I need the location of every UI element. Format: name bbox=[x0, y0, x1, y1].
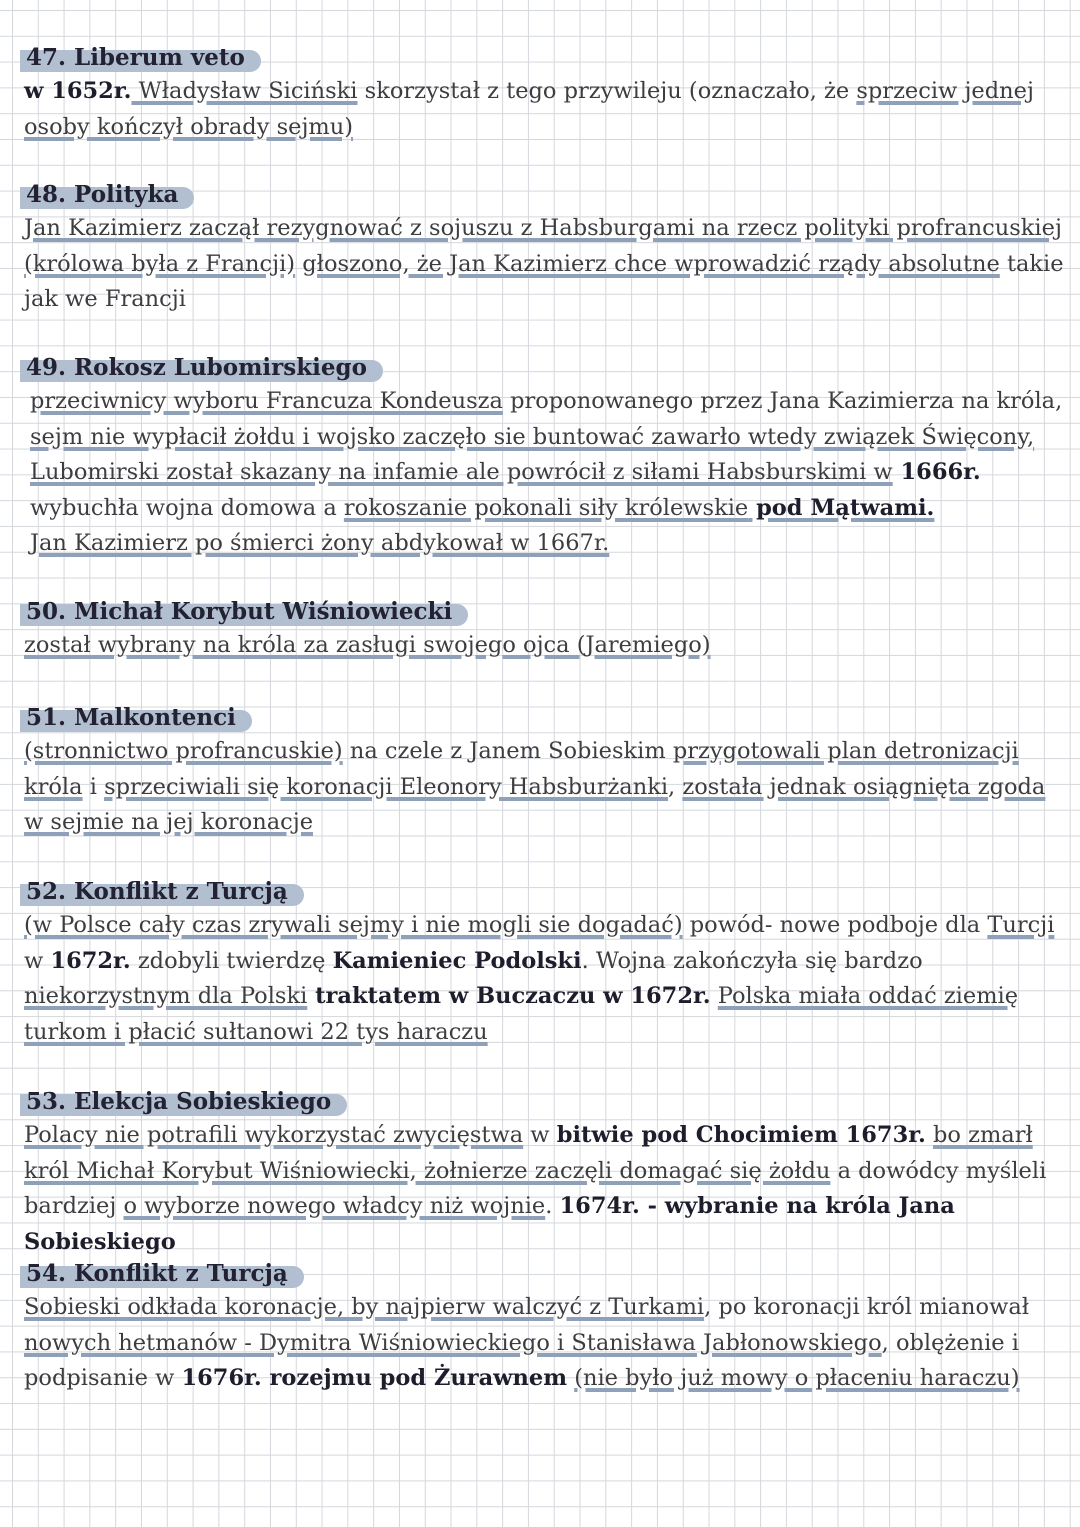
body-text bbox=[711, 983, 718, 1009]
underlined-text: Jan Kazimierz po śmierci żony abdykował w 1667r. bbox=[30, 530, 610, 556]
underlined-text: Sobieski odkłada koronacje, by najpierw walczyć z Turkami bbox=[24, 1294, 705, 1320]
body-text: . Wojna zakończyła się bardzo bbox=[581, 947, 923, 974]
underlined-text: głoszono, że Jan Kazimierz chce wprowadzić rządy absolutne bbox=[302, 250, 1000, 277]
bold-text: 1674r. - wybranie na króla Jana Sobieskiego bbox=[24, 1193, 955, 1255]
section-body bbox=[24, 628, 1064, 664]
body-text bbox=[926, 1122, 933, 1148]
body-text: takie jak we Francji bbox=[24, 250, 1064, 312]
section-heading: 49. Rokosz Lubomirskiego bbox=[24, 354, 383, 382]
bold-text: traktatem w Buczaczu w 1672r. bbox=[307, 983, 711, 1009]
body-text: . bbox=[545, 1193, 560, 1219]
underlined-text: Jan Kazimierz zaczął rezygnować z sojuszu z Habsburgami na rzecz polityki profrancuskiej (królowa była z Francji) bbox=[24, 215, 1062, 277]
underlined-text: Turcji bbox=[987, 912, 1055, 938]
bold-text: 1676r. rozejmu pod Żurawnem bbox=[181, 1365, 568, 1391]
body-text: powód- nowe podboje dla bbox=[682, 912, 988, 938]
underlined-text: został wybrany na króla za zasługi swojego ojca (Jaremiego) bbox=[24, 632, 711, 658]
underlined-text: o wyborze nowego władcy niż wojnie bbox=[123, 1193, 546, 1219]
bold-text: 1666r. bbox=[892, 459, 981, 485]
underlined-text: Polska miała oddać ziemię turkom i płacić sułtanowi 22 tys haraczu bbox=[24, 983, 1019, 1045]
section-48 bbox=[0, 181, 1080, 318]
section-54 bbox=[0, 1260, 1080, 1397]
section-heading: 51. Malkontenci bbox=[24, 704, 252, 732]
bold-text: bitwie pod Chocimiem 1673r. bbox=[556, 1122, 926, 1148]
section-53 bbox=[0, 1088, 1080, 1260]
underlined-text: sprzeciwiali się koronacji Eleonory Habsburżanki bbox=[104, 773, 669, 800]
bold-text: pod Mątwami. bbox=[748, 494, 935, 521]
section-heading: 48. Polityka bbox=[24, 181, 194, 209]
body-text: i bbox=[82, 773, 105, 800]
bold-text: 1672r. bbox=[50, 947, 131, 974]
bold-text: Kamieniec Podolski bbox=[332, 947, 582, 974]
section-heading: 54. Konflikt z Turcją bbox=[24, 1260, 304, 1288]
section-51 bbox=[0, 704, 1080, 841]
underlined-text: przygotowali plan detronizacji króla bbox=[24, 738, 1019, 800]
section-heading: 47. Liberum veto bbox=[24, 44, 261, 72]
underlined-text: sejm nie wypłacił żołdu i wojsko zaczęło sie buntować zawarło wtedy związek Święcony, Lubomirski został skazany na infamie ale powrócił z siłami Habsburskimi w bbox=[30, 423, 1035, 485]
section-heading: 53. Elekcja Sobieskiego bbox=[24, 1088, 347, 1116]
section-body bbox=[24, 908, 1064, 1050]
section-49 bbox=[0, 354, 1080, 562]
body-text: a dowódcy myśleli bardziej bbox=[24, 1157, 1047, 1219]
body-text: proponowanego przez Jana Kazimierza na króla, bbox=[502, 388, 1063, 414]
body-text: zdobyli twierdzę bbox=[130, 947, 333, 974]
section-body bbox=[24, 211, 1064, 318]
body-text: w bbox=[24, 947, 51, 974]
section-body bbox=[24, 1290, 1064, 1397]
section-heading: 50. Michał Korybut Wiśniowiecki bbox=[24, 598, 468, 626]
body-text: na czele z Janem Sobieskim bbox=[342, 738, 673, 764]
section-body bbox=[24, 1118, 1064, 1260]
underlined-text: została jednak osiągnięta zgoda w sejmie na jej koronacje bbox=[24, 773, 1046, 835]
underlined-text: rokoszanie pokonali siły królewskie bbox=[343, 494, 749, 521]
body-text: , bbox=[668, 773, 683, 800]
section-heading: 52. Konflikt z Turcją bbox=[24, 878, 304, 906]
body-text: w bbox=[523, 1122, 557, 1148]
body-text: skorzystał z tego przywileju (oznaczało, że bbox=[357, 78, 857, 104]
section-50 bbox=[0, 598, 1080, 664]
underlined-text: (stronnictwo profrancuskie) bbox=[24, 738, 343, 764]
section-52 bbox=[0, 878, 1080, 1050]
underlined-text: Polacy nie potrafili wykorzystać zwycięstwa bbox=[24, 1122, 524, 1148]
body-text: , po koronacji król mianował bbox=[704, 1294, 1030, 1320]
section-47 bbox=[0, 44, 1080, 145]
bold-text: w 1652r. bbox=[24, 78, 132, 104]
section-body bbox=[24, 74, 1068, 145]
body-text: wybuchła wojna domowa a bbox=[30, 494, 344, 521]
underlined-text: (w Polsce cały czas zrywali sejmy i nie mogli sie dogadać) bbox=[24, 912, 683, 938]
body-text: , oblężenie i podpisanie w bbox=[24, 1329, 1019, 1391]
underlined-text: (nie było już mowy o płaceniu haraczu) bbox=[574, 1365, 1020, 1391]
underlined-text: przeciwnicy wyboru Francuza Kondeusza bbox=[30, 388, 503, 414]
underlined-text: Władysław Siciński bbox=[131, 78, 358, 104]
underlined-text: bo zmarł król Michał Korybut Wiśniowiecki, żołnierze zaczęli domagać się żołdu bbox=[24, 1122, 1033, 1184]
underlined-text: sprzeciw jednej osoby kończył obrady sejmu) bbox=[24, 78, 1034, 140]
section-body bbox=[24, 734, 1064, 841]
underlined-text: niekorzystnym dla Polski bbox=[24, 983, 308, 1009]
section-body bbox=[30, 384, 1066, 562]
underlined-text: nowych hetmanów - Dymitra Wiśniowieckiego i Stanisława Jabłonowskiego bbox=[24, 1329, 882, 1356]
